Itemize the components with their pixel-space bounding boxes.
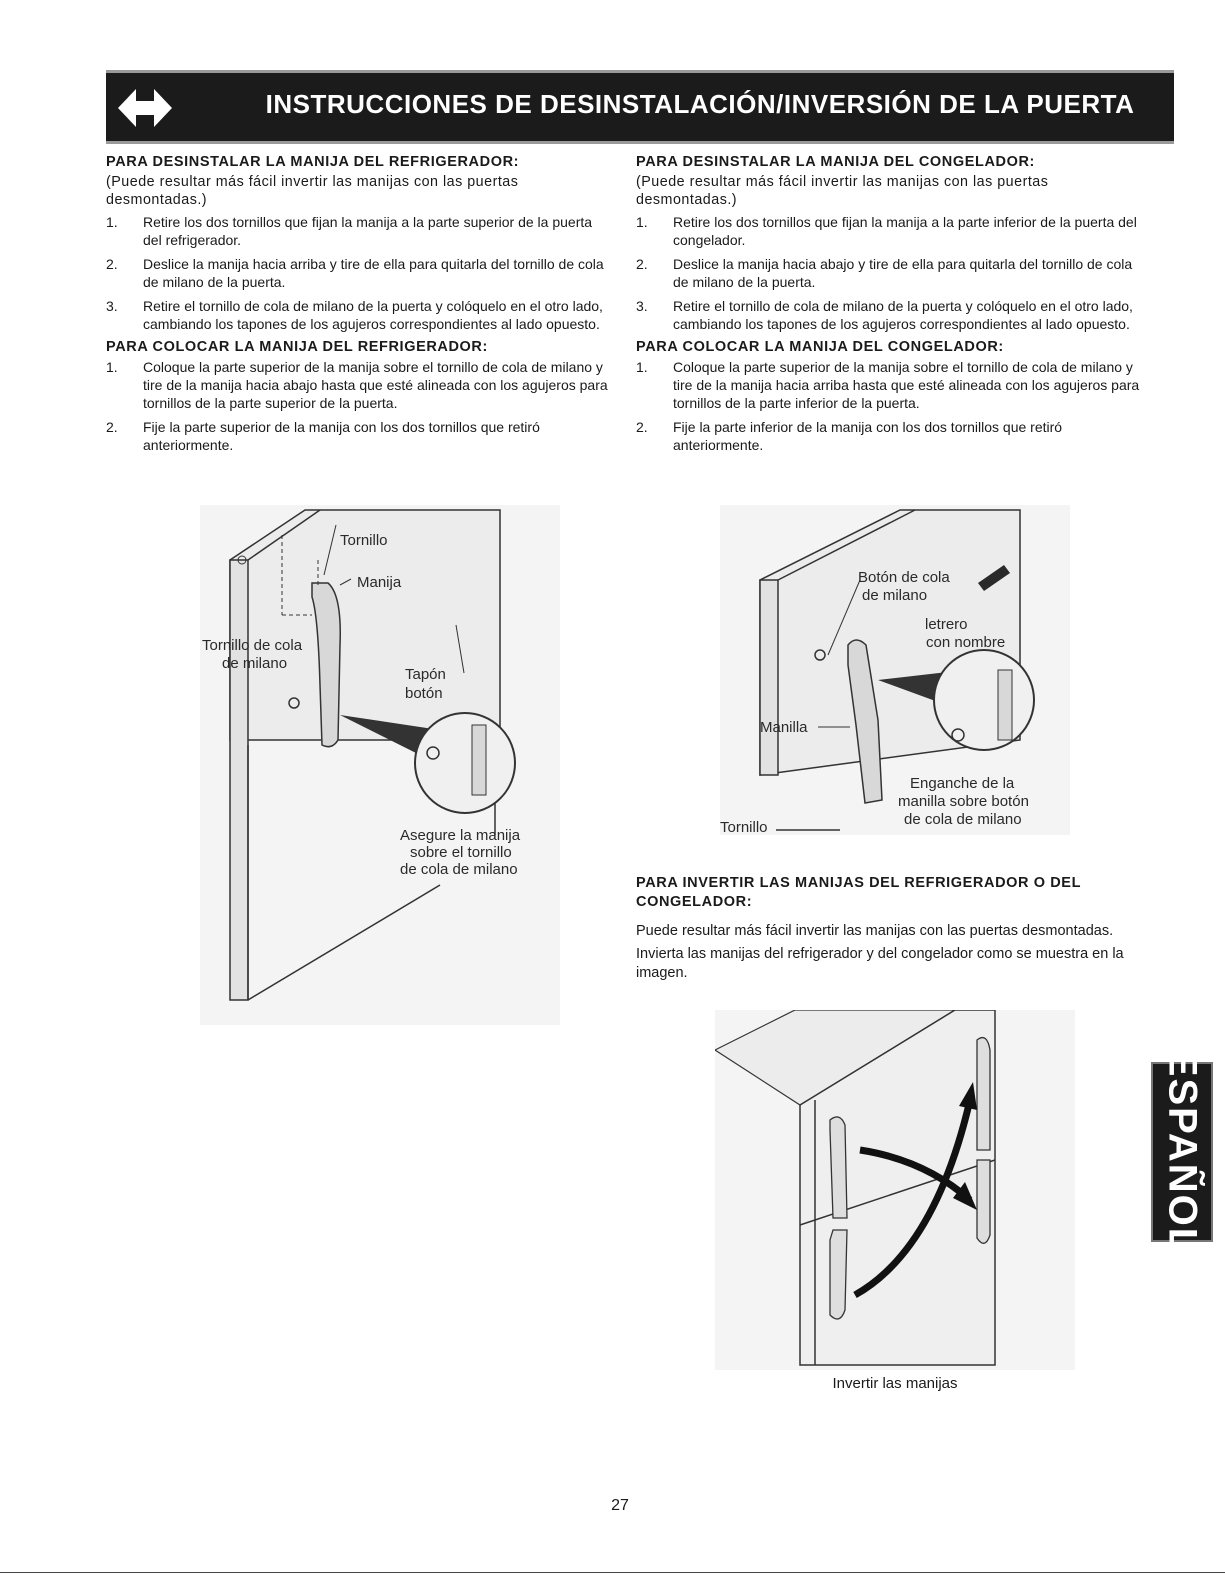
refrigerator-handle-illustration bbox=[200, 505, 560, 1025]
step-item bbox=[106, 213, 612, 249]
section-heading: PARA COLOCAR LA MANIJA DEL CONGELADOR: bbox=[636, 339, 1004, 355]
section-note: (Puede resultar más fácil invertir las manijas con las puertas desmontadas.) bbox=[636, 174, 1049, 208]
refrigerator-door-drawing bbox=[200, 505, 560, 1025]
double-arrow-icon bbox=[116, 81, 174, 135]
reverse-handles-illustration bbox=[715, 1010, 1075, 1370]
language-tab bbox=[1151, 1049, 1213, 1255]
step-text: Retire los dos tornillos que fijan la manija a la parte superior de la puerta del refrigerador. bbox=[143, 214, 593, 248]
step-item bbox=[106, 297, 612, 333]
step-text: Retire el tornillo de cola de milano de la puerta y colóquelo en el otro lado, cambiando los tapones de los agujeros correspondientes al lado opuesto. bbox=[143, 298, 603, 332]
section-note: (Puede resultar más fácil invertir las manijas con las puertas desmontadas.) bbox=[106, 174, 519, 208]
body-paragraph: Invierta las manijas del refrigerador y del congelador como se muestra en la imagen. bbox=[636, 946, 1124, 981]
tapon-label: Tapón bbox=[405, 666, 446, 683]
enganche-label: Enganche de la bbox=[910, 775, 1015, 792]
language-tab-label: ESPAÑOL bbox=[1160, 1049, 1205, 1255]
manija-label: Manija bbox=[357, 574, 402, 591]
section-heading: PARA COLOCAR LA MANIJA DEL REFRIGERADOR: bbox=[106, 339, 488, 355]
step-list bbox=[636, 213, 1144, 333]
step-number: 1. bbox=[636, 359, 648, 375]
step-number: 2. bbox=[106, 419, 118, 435]
tornillo-cola-label-2: de milano bbox=[222, 655, 288, 672]
banner-title: INSTRUCCIONES DE DESINSTALACIÓN/INVERSIÓN DE LA PUERTA bbox=[265, 89, 1135, 119]
manilla-label: Manilla bbox=[760, 719, 808, 736]
step-number: 1. bbox=[636, 214, 648, 230]
freezer-handle-illustration bbox=[720, 505, 1070, 835]
step-text: Deslice la manija hacia arriba y tire de ella para quitarla del tornillo de cola de milano de la puerta. bbox=[143, 256, 604, 290]
enganche-label-3: de cola de milano bbox=[904, 811, 1022, 828]
step-number: 2. bbox=[636, 419, 648, 435]
step-number: 3. bbox=[636, 298, 648, 314]
step-item bbox=[106, 255, 612, 291]
left-column bbox=[106, 154, 612, 460]
step-list bbox=[106, 213, 612, 333]
section-heading: PARA DESINSTALAR LA MANIJA DEL REFRIGERADOR: bbox=[106, 154, 520, 170]
body-paragraph: Puede resultar más fácil invertir las manijas con las puertas desmontadas. bbox=[636, 923, 1114, 939]
tornillo-cola-label: Tornillo de cola bbox=[202, 637, 303, 654]
step-item bbox=[636, 255, 1144, 291]
page-number: 27 bbox=[611, 1497, 629, 1514]
step-number: 1. bbox=[106, 359, 118, 375]
step-text: Coloque la parte superior de la manija sobre el tornillo de cola de milano y tire de la manija hacia arriba hasta que esté alineada con los agujeros para tornillos de la parte inferior de la puerta. bbox=[673, 359, 1140, 411]
footer-rule bbox=[0, 1572, 1225, 1573]
step-text: Retire el tornillo de cola de milano de la puerta y colóquelo en el otro lado, cambiando los tapones de los agujeros correspondientes al lado opuesto. bbox=[673, 298, 1133, 332]
step-number: 1. bbox=[106, 214, 118, 230]
reverse-handles-drawing bbox=[715, 1010, 1075, 1370]
invert-handles-section bbox=[636, 874, 1142, 983]
boton-label: Botón de cola bbox=[858, 569, 950, 586]
section-banner bbox=[106, 70, 1174, 144]
letrero-label-2: con nombre bbox=[926, 634, 1006, 651]
step-item bbox=[636, 418, 1144, 454]
step-text: Deslice la manija hacia abajo y tire de ella para quitarla del tornillo de cola de milano de la puerta. bbox=[673, 256, 1133, 290]
asegure-label: Asegure la manija bbox=[400, 827, 521, 844]
step-list bbox=[106, 358, 612, 454]
section-heading: PARA DESINSTALAR LA MANIJA DEL CONGELADOR: bbox=[636, 154, 1035, 170]
letrero-label: letrero bbox=[925, 616, 968, 633]
tornillo-label: Tornillo bbox=[720, 819, 768, 835]
enganche-label-2: manilla sobre botón bbox=[898, 793, 1029, 810]
step-item bbox=[106, 418, 612, 454]
step-item bbox=[106, 358, 612, 412]
step-text: Fije la parte superior de la manija con los dos tornillos que retiró anteriormente. bbox=[143, 419, 540, 453]
boton-label-2: de milano bbox=[862, 587, 928, 604]
asegure-label-2: sobre el tornillo bbox=[410, 844, 512, 861]
tapon-label-2: botón bbox=[405, 685, 443, 702]
step-item bbox=[636, 213, 1144, 249]
step-number: 2. bbox=[106, 256, 118, 272]
step-text: Coloque la parte superior de la manija sobre el tornillo de cola de milano y tire de la manija hacia abajo hasta que esté alineada con los agujeros para tornillos de la parte superior de la puerta. bbox=[143, 359, 608, 411]
step-text: Retire los dos tornillos que fijan la manija a la parte inferior de la puerta del congelador. bbox=[673, 214, 1137, 248]
step-list bbox=[636, 358, 1144, 454]
freezer-door-drawing bbox=[720, 505, 1070, 835]
tornillo-label: Tornillo bbox=[340, 532, 388, 549]
step-item bbox=[636, 358, 1144, 412]
step-number: 2. bbox=[636, 256, 648, 272]
step-text: Fije la parte inferior de la manija con los dos tornillos que retiró anteriormente. bbox=[673, 419, 1063, 453]
section-heading: PARA INVERTIR LAS MANIJAS DEL REFRIGERADOR O DEL CONGELADOR: bbox=[636, 875, 1081, 910]
step-item bbox=[636, 297, 1144, 333]
asegure-label-3: de cola de milano bbox=[400, 861, 518, 878]
figure-caption: Invertir las manijas bbox=[832, 1375, 958, 1392]
right-column bbox=[636, 154, 1144, 460]
step-number: 3. bbox=[106, 298, 118, 314]
